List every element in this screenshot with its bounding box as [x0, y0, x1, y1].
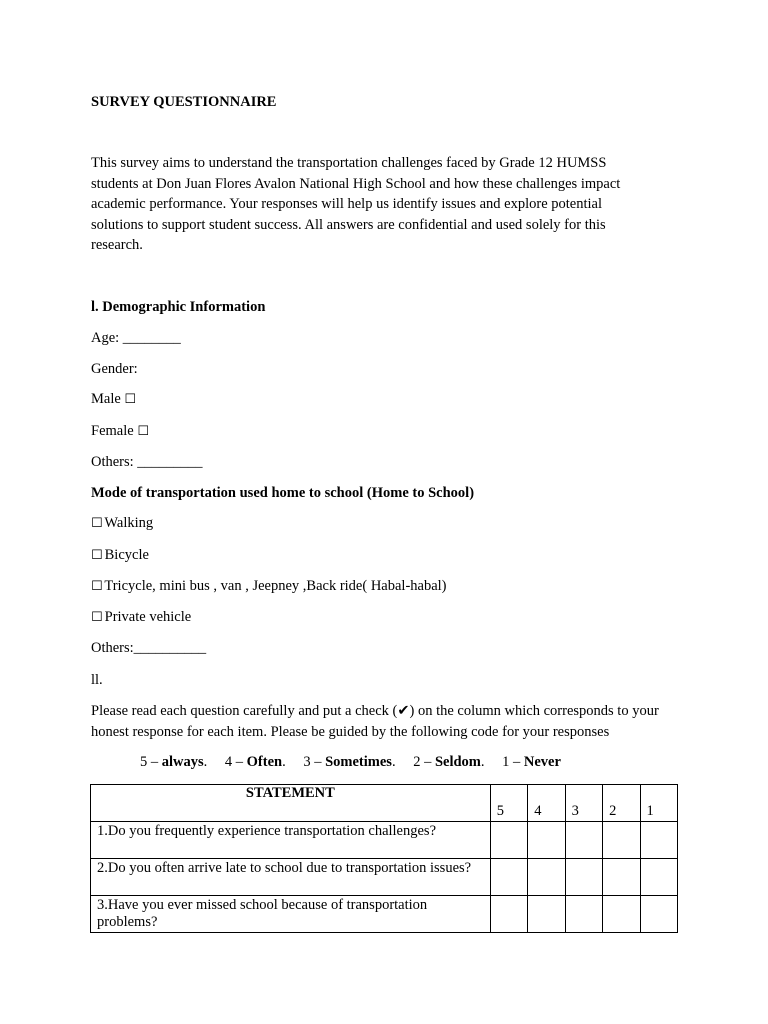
- response-cell[interactable]: [490, 859, 527, 896]
- response-cell[interactable]: [640, 896, 677, 933]
- transport-option-label: Bicycle: [104, 547, 149, 563]
- transport-option-walking[interactable]: [91, 513, 153, 534]
- table-row: [91, 896, 678, 933]
- response-table: [90, 784, 678, 933]
- gender-option-label: Male: [91, 391, 121, 407]
- table-header-row: [91, 785, 678, 822]
- scale-item-1: 1 – Never: [502, 754, 561, 770]
- scale-item-2: 2 – Seldom.: [413, 754, 485, 770]
- transport-option-label: Walking: [104, 515, 154, 531]
- column-header-1: 1: [640, 785, 677, 822]
- response-cell[interactable]: [565, 896, 602, 933]
- checkbox-icon[interactable]: ☐: [137, 424, 149, 439]
- transport-option-tricycle[interactable]: [91, 576, 447, 597]
- column-header-4: 4: [528, 785, 565, 822]
- response-cell[interactable]: [603, 822, 640, 859]
- gender-label: Gender:: [91, 361, 138, 377]
- column-header-2: 2: [603, 785, 640, 822]
- response-cell[interactable]: [640, 822, 677, 859]
- response-cell[interactable]: [490, 896, 527, 933]
- checkbox-icon[interactable]: ☐: [91, 516, 103, 531]
- scale-item-5: 5 – always.: [140, 754, 208, 770]
- intro-paragraph: This survey aims to understand the transportation challenges faced by Grade 12 HUMSS students at Don Juan Flores Avalon National High School and how these challenges impact academic performance. Your responses will help us identify issues and explore potential solutions to support student success. All answers are confidential and used solely for this research.: [91, 155, 621, 253]
- transport-option-label: Private vehicle: [104, 609, 192, 625]
- table-row: [91, 822, 678, 859]
- response-cell[interactable]: [528, 896, 565, 933]
- scale-item-4: 4 – Often.: [224, 754, 286, 770]
- response-cell[interactable]: [565, 859, 602, 896]
- section-demographic-heading: l. Demographic Information: [91, 299, 266, 315]
- column-header-3: 3: [565, 785, 602, 822]
- response-scale-legend: [140, 752, 561, 772]
- response-cell[interactable]: [528, 859, 565, 896]
- transport-option-private-vehicle[interactable]: [91, 607, 191, 628]
- checkbox-icon[interactable]: ☐: [91, 610, 103, 625]
- gender-option-label: Female: [91, 423, 134, 439]
- transport-others-field[interactable]: Others:__________: [91, 640, 207, 656]
- checkbox-icon[interactable]: ☐: [91, 579, 103, 594]
- gender-option-female[interactable]: [91, 421, 147, 442]
- response-cell[interactable]: [565, 822, 602, 859]
- gender-others-field[interactable]: Others: _________: [91, 454, 203, 470]
- table-row: [91, 859, 678, 896]
- age-field[interactable]: Age: ________: [91, 330, 181, 346]
- checkbox-icon[interactable]: ☐: [91, 548, 103, 563]
- statement-cell: 3.Have you ever missed school because of transportation problems?: [91, 896, 491, 933]
- page-title: SURVEY QUESTIONNAIRE: [91, 94, 277, 110]
- section-2-instructions: Please read each question carefully and put a check (✔) on the column which corresponds to your honest response for each item. Please be guided by the following code for your responses: [91, 703, 659, 740]
- statement-header: STATEMENT: [91, 785, 491, 822]
- response-cell[interactable]: [603, 859, 640, 896]
- checkbox-icon[interactable]: ☐: [124, 392, 137, 407]
- column-header-5: 5: [490, 785, 527, 822]
- transport-option-label: Tricycle, mini bus , van , Jeepney ,Back ride( Habal-habal): [104, 578, 447, 594]
- response-cell[interactable]: [603, 896, 640, 933]
- response-cell[interactable]: [640, 859, 677, 896]
- gender-option-male[interactable]: [91, 389, 137, 410]
- transport-option-bicycle[interactable]: [91, 545, 149, 566]
- statement-cell: 1.Do you frequently experience transportation challenges?: [91, 822, 491, 859]
- response-cell[interactable]: [528, 822, 565, 859]
- statement-cell: 2.Do you often arrive late to school due to transportation issues?: [91, 859, 491, 896]
- transport-heading: Mode of transportation used home to school (Home to School): [91, 485, 475, 501]
- response-cell[interactable]: [490, 822, 527, 859]
- scale-item-3: 3 – Sometimes.: [303, 754, 396, 770]
- section-2-heading: ll.: [91, 672, 103, 688]
